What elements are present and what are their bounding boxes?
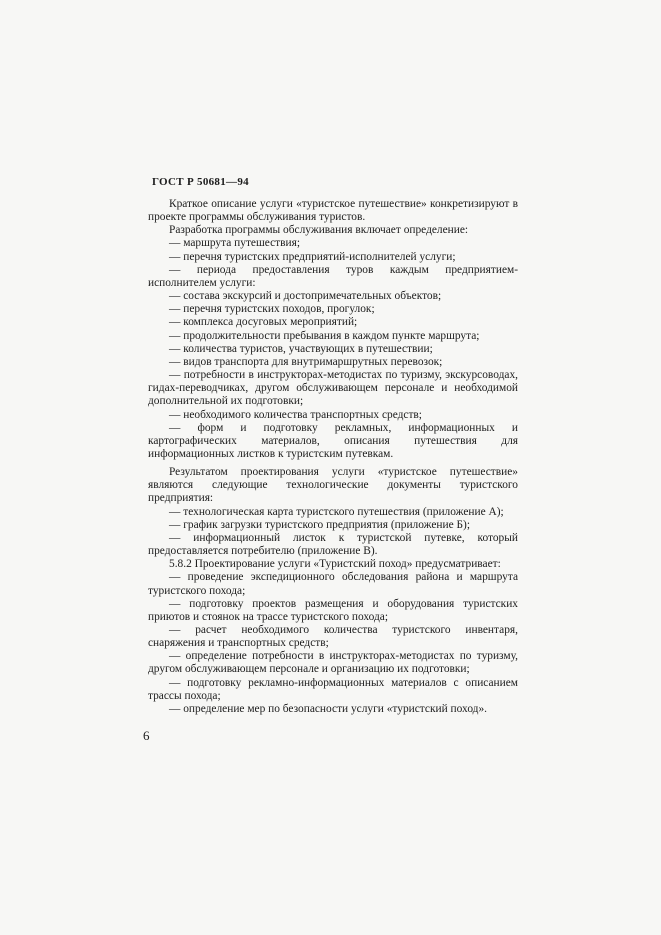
paragraph: Результатом проектирования услуги «туристское путешествие» являются следующие технологические документы туристского предприятия: (148, 466, 518, 505)
list-item: — количества туристов, участвующих в путешествии; (169, 342, 433, 355)
list-item: — потребности в инструкторах-методистах по туризму, экскурсоводах, гидах-переводчиках, другом обслуживающем персонале и необходимой дополнительной их подготовки; (148, 369, 518, 408)
list-item: — подготовку проектов размещения и оборудования туристских приютов и стоянок на трассе туристского похода; (148, 597, 518, 623)
section-heading-paragraph: 5.8.2 Проектирование услуги «Туристский поход» предусматривает: (169, 558, 501, 571)
document-header: ГОСТ Р 50681—94 (152, 176, 249, 188)
list-item: — продолжительности пребывания в каждом пункте маршрута; (169, 329, 480, 342)
list-item: — подготовку рекламно-информационных материалов с описанием трассы похода; (148, 676, 518, 702)
list-item: — определение мер по безопасности услуги «туристский поход». (169, 702, 488, 715)
list-item: — комплекса досуговых мероприятий; (169, 316, 358, 329)
paragraph: Краткое описание услуги «туристское путешествие» конкретизируют в проекте программы обслуживания туристов. (148, 198, 518, 224)
list-item: — перечня туристских походов, прогулок; (169, 303, 375, 316)
document-body (148, 198, 518, 716)
page-number: 6 (143, 728, 150, 743)
list-item: — состава экскурсий и достопримечательных объектов; (169, 290, 442, 303)
list-item: — технологическая карта туристского путешествия (приложение А); (169, 505, 504, 518)
list-item: — видов транспорта для внутримаршрутных перевозок; (169, 355, 443, 368)
list-item: — информационный листок к туристской путевке, который предоставляется потребителю (приложение В). (148, 531, 518, 558)
list-item: — маршрута путешествия; (169, 237, 300, 250)
list-item: — перечня туристских предприятий-исполнителей услуги; (169, 250, 456, 263)
list-item: — расчет необходимого количества туристского инвентаря, снаряжения и транспортных средств; (148, 624, 518, 650)
paragraph: Разработка программы обслуживания включает определение: (169, 224, 469, 237)
list-item: — необходимого количества транспортных средств; (169, 408, 422, 421)
list-item: — определение потребности в инструкторах-методистах по туризму, другом обслуживающем персонале и организацию их подготовки; (148, 650, 518, 676)
list-item: — график загрузки туристского предприятия (приложение Б); (169, 518, 471, 531)
list-item: — проведение экспедиционного обследования района и маршрута туристского похода; (148, 571, 518, 597)
list-item: — периода предоставления туров каждым предприятием-исполнителем услуги: (148, 263, 518, 289)
list-item: — форм и подготовку рекламных, информационных и картографических материалов, описания путешествия для информационных листков к туристским путевкам. (148, 421, 518, 460)
